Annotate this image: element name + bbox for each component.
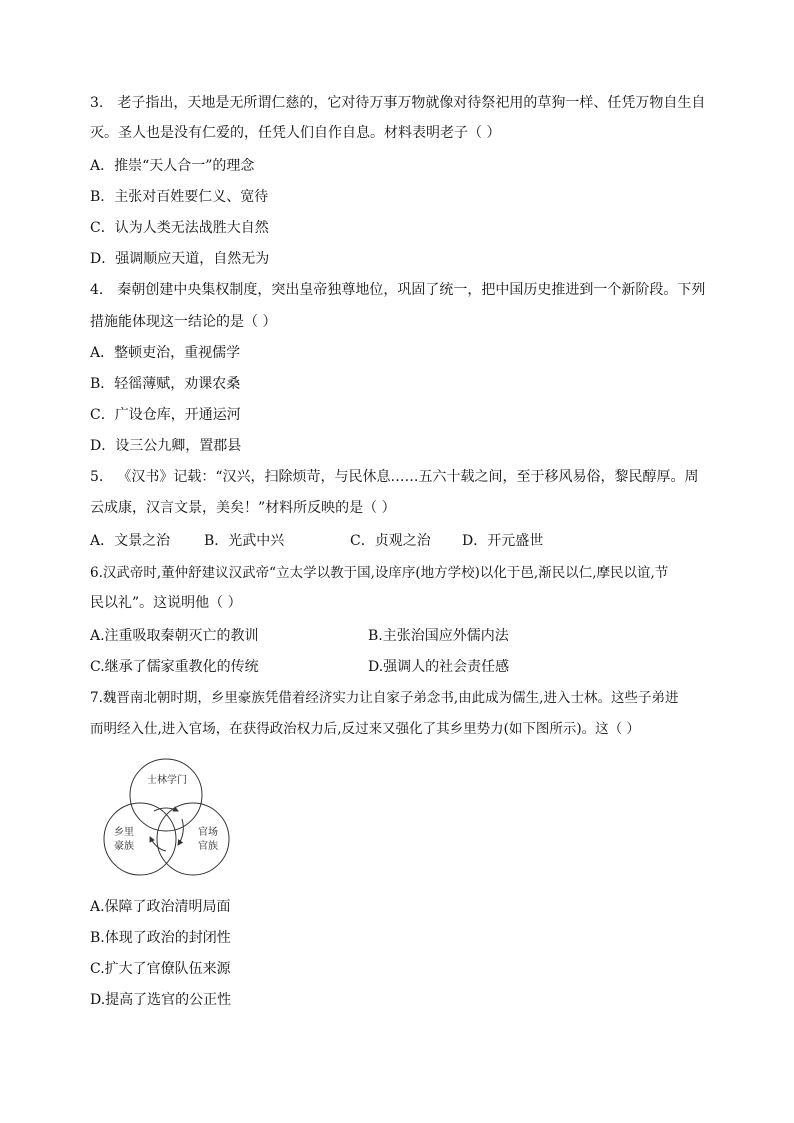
question-7-option-a[interactable]: A.保障了政治清明局面 xyxy=(90,899,231,915)
question-6-option-c[interactable]: C.继承了儒家重教化的传统 xyxy=(90,659,259,675)
diagram-label-left-2: 豪族 xyxy=(114,841,134,852)
question-4-number: 4. xyxy=(90,282,104,298)
question-6-option-a[interactable]: A.注重吸取秦朝灭亡的教训 xyxy=(90,628,259,644)
question-5-stem-line-1: 5. 《汉书》记载：“汉兴，扫除烦苛，与民休息……五六十载之间，至于移风易俗，黎民醇厚。周 xyxy=(90,469,699,485)
diagram-label-right-1: 官场 xyxy=(198,827,218,838)
question-6-option-d[interactable]: D.强调人的社会责任感 xyxy=(368,659,510,675)
question-6-stem-line-2: 民以礼”。这说明他（ ） xyxy=(90,595,242,611)
circle-top xyxy=(130,759,202,831)
question-5-option-c[interactable]: C．贞观之治 xyxy=(350,533,431,549)
diagram-label-top: 士林学门 xyxy=(147,775,187,786)
question-4-option-d[interactable]: D．设三公九卿，置郡县 xyxy=(90,438,242,454)
question-3-stem-line-1: 3. 老子指出，天地是无所谓仁慈的，它对待万事万物就像对待祭祀用的草狗一样、任凭万物自生自 xyxy=(90,95,706,111)
question-3-option-a[interactable]: A．推崇“天人合一”的理念 xyxy=(90,158,255,174)
question-5-option-b[interactable]: B．光武中兴 xyxy=(204,533,285,549)
question-4-option-c[interactable]: C．广设仓库，开通运河 xyxy=(90,407,241,423)
arrow-right-icon xyxy=(178,819,183,845)
question-4-stem-line-2: 措施能体现这一结论的是（ ） xyxy=(90,314,277,330)
question-7-stem-line-1: 7.魏晋南北朝时期，乡里豪族凭借着经济实力让自家子弟念书,由此成为儒生,进入士林。这些子弟进 xyxy=(90,690,679,706)
question-4-stem-line-1: 4. 秦朝创建中央集权制度，突出皇帝独尊地位，巩固了统一，把中国历史推进到一个新阶段。下列 xyxy=(90,282,706,298)
question-3-option-c[interactable]: C．认为人类无法战胜大自然 xyxy=(90,220,269,236)
question-7-option-c[interactable]: C.扩大了官僚队伍来源 xyxy=(90,961,231,977)
question-3-number: 3. xyxy=(90,95,104,111)
question-7-stem-line-2: 而明经入仕,进入官场，在获得政治权力后,反过来又强化了其乡里势力(如下图所示)。这（ ） xyxy=(90,721,640,737)
question-3-option-d[interactable]: D．强调顺应天道，自然无为 xyxy=(90,251,270,267)
circle-right xyxy=(157,803,229,875)
question-4-option-a[interactable]: A．整顿吏治，重视儒学 xyxy=(90,345,241,361)
question-4-option-b[interactable]: B．轻徭薄赋，劝课农桑 xyxy=(90,376,241,392)
question-6-stem-line-1: 6.汉武帝时,董仲舒建议汉武帝“立太学以教于国,设庠序(地方学校)以化于邑,渐民以仁,摩民以谊,节 xyxy=(90,565,669,581)
question-6-option-b[interactable]: B.主张治国应外儒内法 xyxy=(368,628,509,644)
question-5-stem-line-2: 云成康，汉言文景，美矣！”材料所反映的是（ ） xyxy=(90,500,396,516)
question-5-number: 5. xyxy=(90,469,104,485)
circle-left xyxy=(104,803,176,875)
diagram-label-right-2: 官族 xyxy=(198,841,218,852)
question-7-option-b[interactable]: B.体现了政治的封闭性 xyxy=(90,930,231,946)
question-5-option-a[interactable]: A．文景之治 xyxy=(90,533,171,549)
question-7-option-d[interactable]: D.提高了选官的公正性 xyxy=(90,992,232,1008)
question-3-stem-line-2: 灭。圣人也是没有仁爱的，任凭人们自作自息。材料表明老子（ ） xyxy=(90,125,501,141)
question-3-option-b[interactable]: B．主张对百姓要仁义、宽待 xyxy=(90,189,269,205)
question-5-option-d[interactable]: D．开元盛世 xyxy=(462,533,544,549)
diagram-label-left-1: 乡里 xyxy=(114,827,134,838)
venn-diagram xyxy=(100,757,240,882)
